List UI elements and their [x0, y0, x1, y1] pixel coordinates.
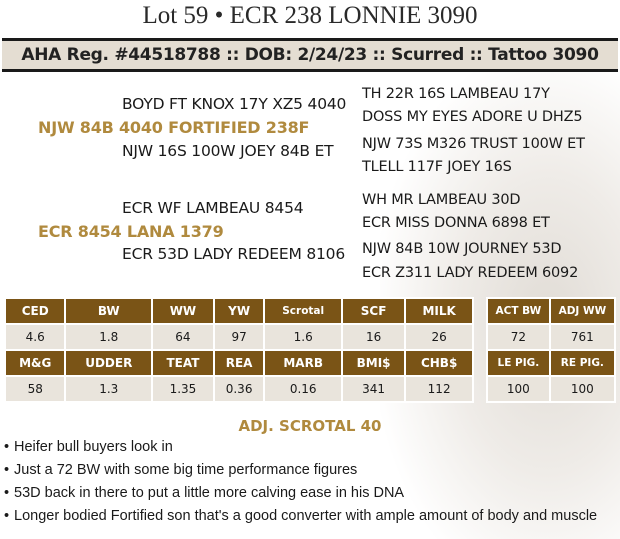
epd-value-scrotal: 1.6	[264, 324, 341, 350]
pedigree-dam-dam: ECR 53D LADY REDEEM 8106	[122, 245, 346, 263]
epd-header-row-1	[5, 298, 473, 324]
epd-value-ced: 4.6	[5, 324, 65, 350]
epd-header-bmi: BMI$	[342, 350, 405, 376]
epd-value-yw: 97	[214, 324, 265, 350]
actuals-header-re-pig: RE PIG.	[550, 350, 615, 376]
note-text: Longer bodied Fortified son that's a good converter with ample amount of body and muscle	[14, 508, 598, 524]
note-text: 53D back in there to put a little more calving ease in his DNA	[14, 485, 405, 501]
actuals-header-row-1	[487, 298, 615, 324]
epd-value-row-2	[5, 376, 473, 402]
note-item	[4, 459, 597, 482]
epd-header-marb: MARB	[264, 350, 341, 376]
epd-value-row-1	[5, 324, 473, 350]
actuals-value-adj-ww: 761	[550, 324, 615, 350]
pedigree-dd-dam: ECR Z311 LADY REDEEM 6092	[362, 265, 579, 281]
epd-header-udder: UDDER	[65, 350, 152, 376]
actuals-value-re-pig: 100	[550, 376, 615, 402]
epd-header-row-2	[5, 350, 473, 376]
epd-value-mg: 58	[5, 376, 65, 402]
pedigree-dd-sire: NJW 84B 10W JOURNEY 53D	[362, 241, 562, 257]
epd-header-teat: TEAT	[152, 350, 214, 376]
actuals-header-le-pig: LE PIG.	[487, 350, 550, 376]
epd-value-ww: 64	[152, 324, 214, 350]
epd-header-rea: REA	[214, 350, 265, 376]
registration-bar	[2, 38, 618, 72]
epd-value-rea: 0.36	[214, 376, 265, 402]
pedigree-ds-dam: ECR MISS DONNA 6898 ET	[362, 215, 550, 231]
epd-header-chb: CHB$	[405, 350, 473, 376]
actuals-value-row-2	[487, 376, 615, 402]
lot-title: Lot 59 • ECR 238 LONNIE 3090	[142, 2, 478, 29]
epd-header-bw: BW	[65, 298, 152, 324]
pedigree-ss-dam: DOSS MY EYES ADORE U DHZ5	[362, 109, 583, 125]
pedigree-sire: NJW 84B 4040 FORTIFIED 238F	[38, 118, 310, 137]
epd-header-scf: SCF	[342, 298, 405, 324]
epd-value-bw: 1.8	[65, 324, 152, 350]
note-text: Heifer bull buyers look in	[14, 439, 173, 455]
adj-scrotal: ADJ. SCROTAL 40	[238, 417, 382, 435]
registration-text: AHA Reg. #44518788 :: DOB: 2/24/23 :: Scurred :: Tattoo 3090	[21, 45, 599, 65]
note-text: Just a 72 BW with some big time performance figures	[14, 462, 358, 478]
notes-list	[4, 436, 597, 528]
epd-header-ced: CED	[5, 298, 65, 324]
epd-header-ww: WW	[152, 298, 214, 324]
epd-header-yw: YW	[214, 298, 265, 324]
epd-header-scrotal: Scrotal	[264, 298, 341, 324]
pedigree-sd-dam: TLELL 117F JOEY 16S	[362, 159, 512, 175]
pedigree-ss-sire: TH 22R 16S LAMBEAU 17Y	[362, 86, 550, 102]
epd-value-chb: 112	[405, 376, 473, 402]
note-item	[4, 436, 597, 459]
epd-header-mg: M&G	[5, 350, 65, 376]
note-item	[4, 482, 597, 505]
actuals-table	[486, 297, 616, 403]
epd-value-scf: 16	[342, 324, 405, 350]
pedigree-dam-sire: ECR WF LAMBEAU 8454	[122, 199, 304, 217]
pedigree-sire-sire: BOYD FT KNOX 17Y XZ5 4040	[122, 95, 347, 113]
epd-value-udder: 1.3	[65, 376, 152, 402]
actuals-header-act-bw: ACT BW	[487, 298, 550, 324]
actuals-value-row-1	[487, 324, 615, 350]
actuals-header-adj-ww: ADJ WW	[550, 298, 615, 324]
actuals-value-act-bw: 72	[487, 324, 550, 350]
epd-table	[4, 297, 474, 403]
actuals-value-le-pig: 100	[487, 376, 550, 402]
bullet-icon: •	[4, 439, 10, 455]
pedigree-dam: ECR 8454 LANA 1379	[38, 222, 224, 241]
pedigree-sire-dam: NJW 16S 100W JOEY 84B ET	[122, 142, 334, 160]
epd-value-milk: 26	[405, 324, 473, 350]
actuals-header-row-2	[487, 350, 615, 376]
bullet-icon: •	[4, 462, 10, 478]
bullet-icon: •	[4, 485, 10, 501]
epd-value-bmi: 341	[342, 376, 405, 402]
epd-header-milk: MILK	[405, 298, 473, 324]
epd-value-marb: 0.16	[264, 376, 341, 402]
note-item	[4, 505, 597, 528]
epd-value-teat: 1.35	[152, 376, 214, 402]
bullet-icon: •	[4, 508, 10, 524]
pedigree-ds-sire: WH MR LAMBEAU 30D	[362, 192, 521, 208]
pedigree-sd-sire: NJW 73S M326 TRUST 100W ET	[362, 136, 585, 152]
